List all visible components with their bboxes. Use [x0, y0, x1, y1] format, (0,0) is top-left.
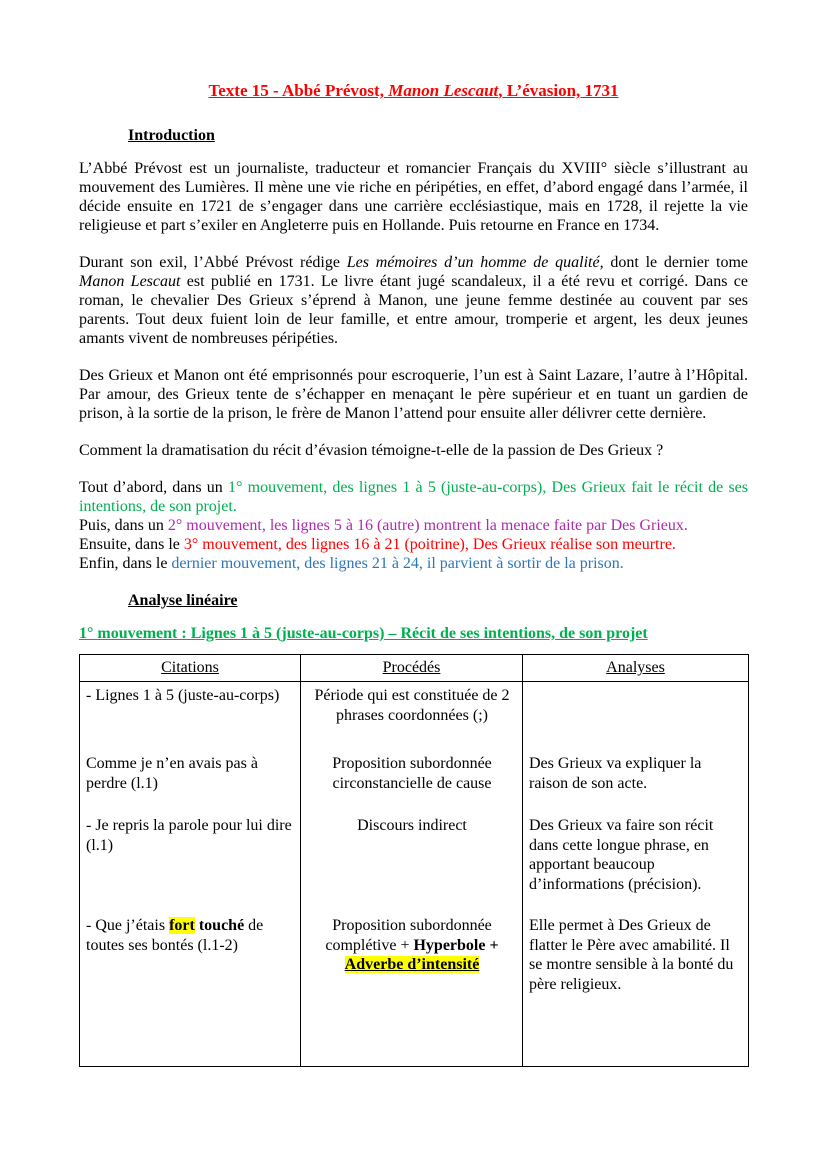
- analyse-cell: Des Grieux va faire son récit dans cette longue phrase, en apportant beaucoup d’informations (précision).: [523, 812, 749, 912]
- document-title-text: [208, 81, 618, 100]
- book-title-manon-lescaut: Manon Lescaut: [79, 273, 181, 290]
- plan-line-movement-3: [79, 535, 748, 554]
- movement-4-summary: dernier mouvement, des lignes 21 à 24, il parvient à sortir de la prison.: [171, 555, 624, 572]
- title-book-name: Manon Lescaut: [388, 81, 499, 100]
- intro-paragraph-biography: L’Abbé Prévost est un journaliste, traducteur et romancier Français du XVIII° siècle s’illustrant au mouvement des Lumières. Il mène une vie riche en péripéties, en effet, d’abord engagé dans l’armée, il décide ensuite en 1721 de s’engager dans une carrière ecclésiastique, mais en 1728, il rejette la vie religieuse et part s’exiler en Angleterre puis en Hollande. Puis retourne en France en 1734.: [79, 160, 748, 234]
- movement-1-summary: 1° mouvement, des lignes 1 à 5 (juste-au-corps), Des Grieux fait le récit de ses intentions, de son projet.: [79, 479, 749, 515]
- table-row: [80, 750, 749, 812]
- citation-cell: Comme je n’en avais pas à perdre (l.1): [80, 750, 301, 812]
- problematique-question: Comment la dramatisation du récit d’évasion témoigne-t-elle de la passion de Des Grieux ?: [79, 442, 664, 459]
- plan-line-movement-1: [79, 478, 748, 516]
- analyse-lineaire-heading: Analyse linéaire: [128, 592, 238, 609]
- table-row: [80, 682, 749, 751]
- analyse-cell: Des Grieux va expliquer la raison de son acte.: [523, 750, 749, 812]
- document-title: [79, 80, 748, 102]
- text-run: dont le dernier tome: [603, 254, 748, 271]
- plan-outline: [79, 478, 748, 573]
- intro-paragraph-work: [79, 253, 748, 348]
- text-run: de toutes ses bontés (l.1-2): [86, 917, 264, 954]
- procede-cell: Discours indirect: [301, 812, 523, 912]
- table-header-row: [80, 655, 749, 682]
- procede-cell: Proposition subordonnée circonstancielle de cause: [301, 750, 523, 812]
- text-run: Puis, dans un: [79, 517, 168, 534]
- text-run: Durant son exil, l’Abbé Prévost rédige: [79, 254, 347, 271]
- intro-paragraph-context: Des Grieux et Manon ont été emprisonnés pour escroquerie, l’un est à Saint Lazare, l’autre à l’Hôpital. Par amour, des Grieux tente de s’échapper en menaçant le père supérieur et en tuant un gardien de prison, à la sortie de la prison, le frère de Manon l’attend pour ensuite aller délivrer cette dernière.: [79, 367, 748, 422]
- movement-2-summary: 2° mouvement, les lignes 5 à 16 (autre) montrent la menace faite par Des Grieux.: [167, 517, 688, 534]
- text-run: +: [485, 936, 499, 954]
- book-title-memoires: Les mémoires d’un homme de qualité,: [346, 254, 604, 271]
- highlighted-word-fort: fort: [169, 917, 195, 934]
- analyse-cell: [523, 682, 749, 751]
- bold-word-touche: touché: [198, 917, 245, 934]
- column-header-citations: Citations: [80, 655, 301, 682]
- text-run: est publié en 1731. Le livre étant jugé scandaleux, il a été revu et corrigé. Dans ce roman, le chevalier Des Grieux s’éprend à Manon, une jeune femme destinée au couvent par ses parents. Tout deux fuient loin de leur famille, et entre amour, tromperie et argent, les deux jeunes amants vivent de nombreuses péripéties.: [79, 273, 748, 347]
- citation-cell: [80, 912, 301, 1067]
- table-row: [80, 912, 749, 1067]
- citation-cell: - Je repris la parole pour lui dire (l.1): [80, 812, 301, 912]
- highlighted-term-adverbe-intensite: Adverbe d’intensité: [344, 956, 480, 973]
- column-header-procedes: Procédés: [301, 655, 523, 682]
- text-run: - Que j’étais: [86, 917, 170, 934]
- bold-term-hyperbole: Hyperbole: [413, 936, 486, 954]
- movement-1-heading: 1° mouvement : Lignes 1 à 5 (juste-au-corps) – Récit de ses intentions, de son projet: [79, 625, 648, 642]
- title-suffix: , L’évasion, 1731: [498, 81, 619, 100]
- table-row: [80, 812, 749, 912]
- title-prefix: Texte 15 - Abbé Prévost,: [208, 81, 389, 100]
- text-run: Tout d’abord, dans un: [79, 479, 229, 496]
- introduction-heading: Introduction: [128, 127, 215, 144]
- text-run: Ensuite, dans le: [79, 536, 184, 553]
- plan-line-movement-2: [79, 516, 748, 535]
- text-run: Proposition subordonnée complétive +: [325, 917, 492, 954]
- analysis-table: [79, 654, 749, 1067]
- text-run: Enfin, dans le: [79, 555, 172, 572]
- plan-line-movement-4: [79, 554, 748, 573]
- column-header-analyses: Analyses: [523, 655, 749, 682]
- movement-3-summary: 3° mouvement, des lignes 16 à 21 (poitrine), Des Grieux réalise son meurtre.: [183, 536, 676, 553]
- procede-cell: Période qui est constituée de 2 phrases coordonnées (;): [301, 682, 523, 751]
- analyse-cell: Elle permet à Des Grieux de flatter le Père avec amabilité. Il se montre sensible à la bonté du père religieux.: [523, 912, 749, 1067]
- procede-cell: [301, 912, 523, 1067]
- citation-cell: - Lignes 1 à 5 (juste-au-corps): [80, 682, 301, 751]
